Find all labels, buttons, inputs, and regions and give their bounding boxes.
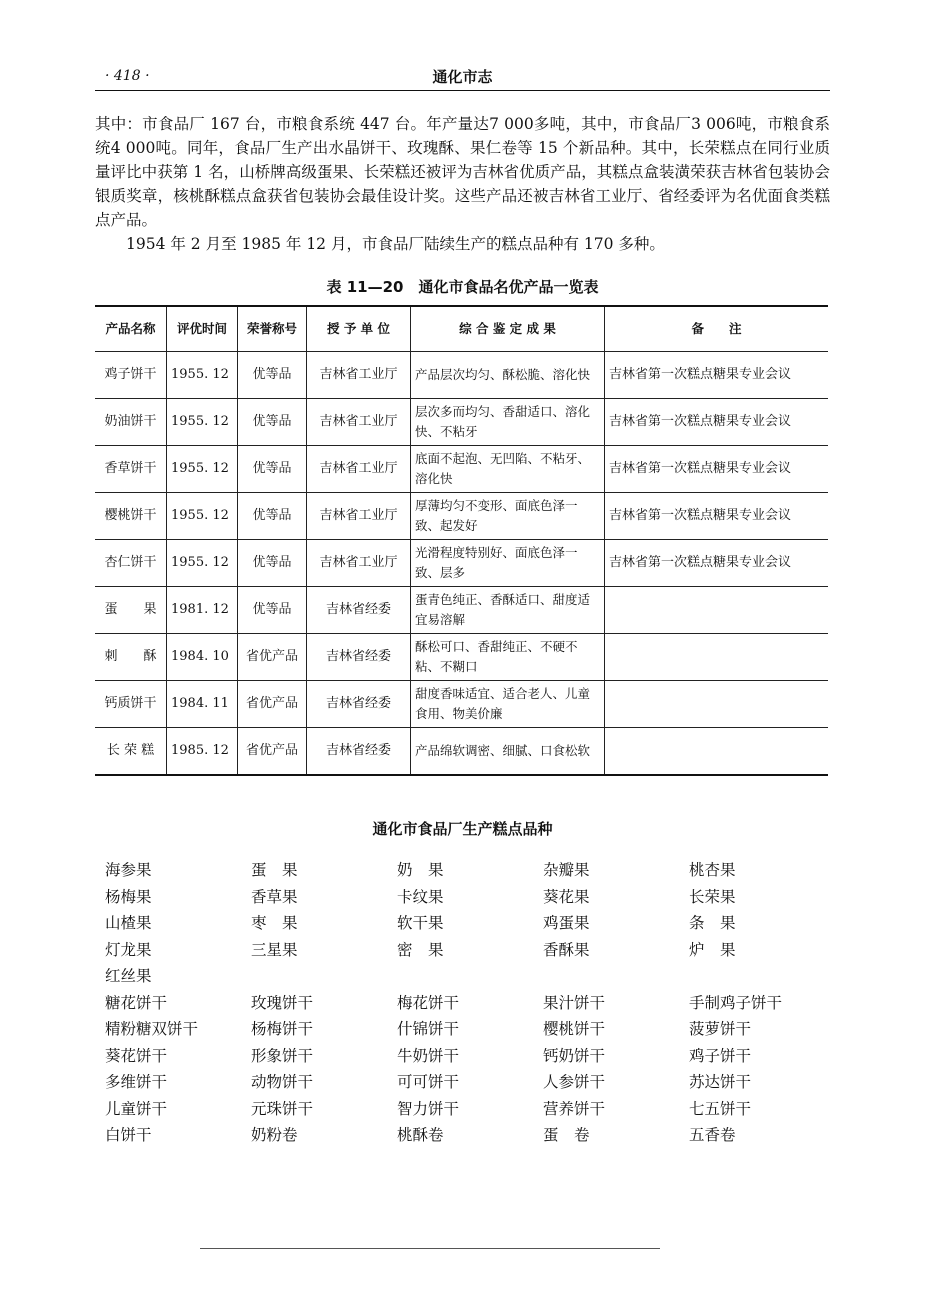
variety-item <box>251 964 397 991</box>
variety-item: 钙奶饼干 <box>543 1046 606 1065</box>
product-name-cell: 杏仁饼干 <box>95 540 167 587</box>
variety-item: 奶粉卷 <box>251 1126 298 1144</box>
variety-item: 杨梅饼干 <box>251 1020 314 1038</box>
table-row <box>95 399 828 446</box>
variety-item: 可可饼干 <box>397 1073 460 1091</box>
awarding-unit-cell: 吉林省经委 <box>307 681 411 728</box>
variety-item: 元珠饼干 <box>251 1099 314 1118</box>
product-name-cell: 钙质饼干 <box>95 681 167 728</box>
variety-item: 五香卷 <box>689 1126 736 1144</box>
variety-item: 密 果 <box>397 940 444 959</box>
honor-cell: 省优产品 <box>238 634 307 681</box>
evaluation-cell: 光滑程度特别好、面底色泽一致、层多 <box>411 540 605 587</box>
product-name-cell: 香草饼干 <box>95 446 167 493</box>
variety-item: 条 果 <box>689 914 736 932</box>
evaluation-cell: 底面不起泡、无凹陷、不粘牙、溶化快 <box>411 446 605 493</box>
variety-item <box>689 964 830 991</box>
variety-item: 七五饼干 <box>689 1099 752 1118</box>
variety-item: 枣 果 <box>251 914 298 932</box>
page-number: · 418 · <box>105 68 150 84</box>
variety-item: 动物饼干 <box>251 1073 314 1091</box>
table-row <box>95 540 828 587</box>
variety-item: 精粉糖双饼干 <box>105 1020 199 1038</box>
variety-item: 智力饼干 <box>397 1099 460 1118</box>
variety-item <box>397 964 543 991</box>
column-header: 授 予 单 位 <box>307 306 411 352</box>
variety-item: 奶 果 <box>397 861 444 879</box>
awarding-unit-cell: 吉林省经委 <box>307 728 411 776</box>
table-title: 表 11—20 通化市食品名优产品一览表 <box>326 278 599 296</box>
varieties-list <box>105 858 830 1150</box>
variety-item: 杂瓣果 <box>543 861 590 879</box>
note-cell <box>605 728 829 776</box>
honor-cell: 优等品 <box>238 352 307 399</box>
products-table <box>95 305 828 776</box>
variety-item <box>543 964 689 991</box>
awarding-unit-cell: 吉林省工业厅 <box>307 446 411 493</box>
awarding-unit-cell: 吉林省工业厅 <box>307 352 411 399</box>
variety-item: 杨梅果 <box>105 887 152 906</box>
variety-item: 牛奶饼干 <box>397 1046 460 1065</box>
variety-item: 葵花果 <box>543 887 590 906</box>
product-name-cell: 蛋 果 <box>95 587 167 634</box>
variety-item: 苏达饼干 <box>689 1073 752 1091</box>
varieties-title: 通化市食品厂生产糕点品种 <box>372 820 553 838</box>
date-cell: 1955. 12 <box>167 493 238 540</box>
table-row <box>95 493 828 540</box>
variety-item: 梅花饼干 <box>397 993 460 1012</box>
date-cell: 1955. 12 <box>167 540 238 587</box>
variety-item: 果汁饼干 <box>543 993 606 1012</box>
note-cell <box>605 681 829 728</box>
honor-cell: 优等品 <box>238 540 307 587</box>
evaluation-cell: 蛋青色纯正、香酥适口、甜度适宜易溶解 <box>411 587 605 634</box>
column-header: 荣誉称号 <box>238 306 307 352</box>
variety-item: 樱桃饼干 <box>543 1020 606 1038</box>
honor-cell: 优等品 <box>238 399 307 446</box>
product-name-cell: 长 荣 糕 <box>95 728 167 776</box>
variety-item: 葵花饼干 <box>105 1046 168 1065</box>
variety-item: 炉 果 <box>689 940 736 959</box>
date-cell: 1955. 12 <box>167 399 238 446</box>
evaluation-cell: 酥松可口、香甜纯正、不硬不粘、不糊口 <box>411 634 605 681</box>
note-cell: 吉林省第一次糕点糖果专业会议 <box>605 446 829 493</box>
variety-item: 海参果 <box>105 861 152 879</box>
variety-item: 菠萝饼干 <box>689 1020 752 1038</box>
variety-item: 鸡子饼干 <box>689 1046 752 1065</box>
variety-item: 桃酥卷 <box>397 1126 444 1144</box>
awarding-unit-cell: 吉林省工业厅 <box>307 399 411 446</box>
table-row <box>95 446 828 493</box>
variety-item: 香酥果 <box>543 940 590 959</box>
running-title: 通化市志 <box>432 68 493 86</box>
note-cell: 吉林省第一次糕点糖果专业会议 <box>605 352 829 399</box>
variety-item: 长荣果 <box>689 887 736 906</box>
variety-item: 糖花饼干 <box>105 993 168 1012</box>
table-header-row <box>95 306 828 352</box>
table-row <box>95 634 828 681</box>
body-text <box>95 112 830 256</box>
product-name-cell: 奶油饼干 <box>95 399 167 446</box>
page-header <box>95 62 830 91</box>
product-name-cell: 刺 酥 <box>95 634 167 681</box>
paragraph: 其中：市食品厂 167 台，市粮食系统 447 台。年产量达7 000多吨，其中，市食品厂3 006吨，市粮食系统4 000吨。同年，食品厂生产出水晶饼干、玫瑰酥、果仁卷等 15 个新品种。其中，长荣糕点在同行业质量评比中获第 1 名，山桥牌高级蛋果、长荣糕还被评为吉林省优质产品，其糕点盒装潢荣获吉林省包装协会银质奖章，核桃酥糕点盒获省包装协会最佳设计奖。这些产品还被吉林省工业厅、省经委评为名优面食类糕点产品。 <box>95 115 830 229</box>
honor-cell: 省优产品 <box>238 681 307 728</box>
note-cell <box>605 634 829 681</box>
date-cell: 1981. 12 <box>167 587 238 634</box>
note-cell: 吉林省第一次糕点糖果专业会议 <box>605 399 829 446</box>
bottom-divider <box>200 1248 660 1249</box>
variety-item: 软干果 <box>397 914 444 932</box>
variety-item: 玫瑰饼干 <box>251 993 314 1012</box>
note-cell: 吉林省第一次糕点糖果专业会议 <box>605 493 829 540</box>
variety-item: 什锦饼干 <box>397 1020 460 1038</box>
column-header: 产品名称 <box>95 306 167 352</box>
table-row <box>95 728 828 776</box>
table-row <box>95 587 828 634</box>
variety-item: 蛋 果 <box>251 861 298 879</box>
date-cell: 1955. 12 <box>167 446 238 493</box>
variety-item: 三星果 <box>251 940 298 959</box>
variety-item: 桃杏果 <box>689 861 736 879</box>
note-cell: 吉林省第一次糕点糖果专业会议 <box>605 540 829 587</box>
variety-item: 鸡蛋果 <box>543 914 590 932</box>
variety-item: 红丝果 <box>105 967 152 985</box>
variety-item: 灯龙果 <box>105 940 152 959</box>
awarding-unit-cell: 吉林省经委 <box>307 634 411 681</box>
date-cell: 1985. 12 <box>167 728 238 776</box>
evaluation-cell: 层次多而均匀、香甜适口、溶化快、不粘牙 <box>411 399 605 446</box>
variety-item: 卡纹果 <box>397 887 444 906</box>
variety-item: 儿童饼干 <box>105 1099 168 1118</box>
awarding-unit-cell: 吉林省经委 <box>307 587 411 634</box>
awarding-unit-cell: 吉林省工业厅 <box>307 493 411 540</box>
date-cell: 1955. 12 <box>167 352 238 399</box>
variety-item: 蛋 卷 <box>543 1126 590 1144</box>
variety-item: 白饼干 <box>105 1126 152 1144</box>
column-header: 备 注 <box>605 306 829 352</box>
column-header: 综 合 鉴 定 成 果 <box>411 306 605 352</box>
honor-cell: 优等品 <box>238 446 307 493</box>
awarding-unit-cell: 吉林省工业厅 <box>307 540 411 587</box>
date-cell: 1984. 10 <box>167 634 238 681</box>
evaluation-cell: 产品层次均匀、酥松脆、溶化快 <box>411 352 605 399</box>
honor-cell: 省优产品 <box>238 728 307 776</box>
variety-item: 营养饼干 <box>543 1099 606 1118</box>
variety-item: 多维饼干 <box>105 1073 168 1091</box>
paragraph: 1954 年 2 月至 1985 年 12 月，市食品厂陆续生产的糕点品种有 170 多种。 <box>126 235 665 253</box>
note-cell <box>605 587 829 634</box>
variety-item: 香草果 <box>251 887 298 906</box>
honor-cell: 优等品 <box>238 587 307 634</box>
variety-item: 形象饼干 <box>251 1046 314 1065</box>
evaluation-cell: 甜度香味适宜、适合老人、儿童食用、物美价廉 <box>411 681 605 728</box>
date-cell: 1984. 11 <box>167 681 238 728</box>
product-name-cell: 樱桃饼干 <box>95 493 167 540</box>
evaluation-cell: 厚薄均匀不变形、面底色泽一致、起发好 <box>411 493 605 540</box>
evaluation-cell: 产品绵软调密、细腻、口食松软 <box>411 728 605 776</box>
variety-item: 手制鸡子饼干 <box>689 993 783 1012</box>
column-header: 评优时间 <box>167 306 238 352</box>
table-row <box>95 681 828 728</box>
variety-item: 山楂果 <box>105 914 152 932</box>
table-row <box>95 352 828 399</box>
product-name-cell: 鸡子饼干 <box>95 352 167 399</box>
variety-item: 人参饼干 <box>543 1073 606 1091</box>
honor-cell: 优等品 <box>238 493 307 540</box>
